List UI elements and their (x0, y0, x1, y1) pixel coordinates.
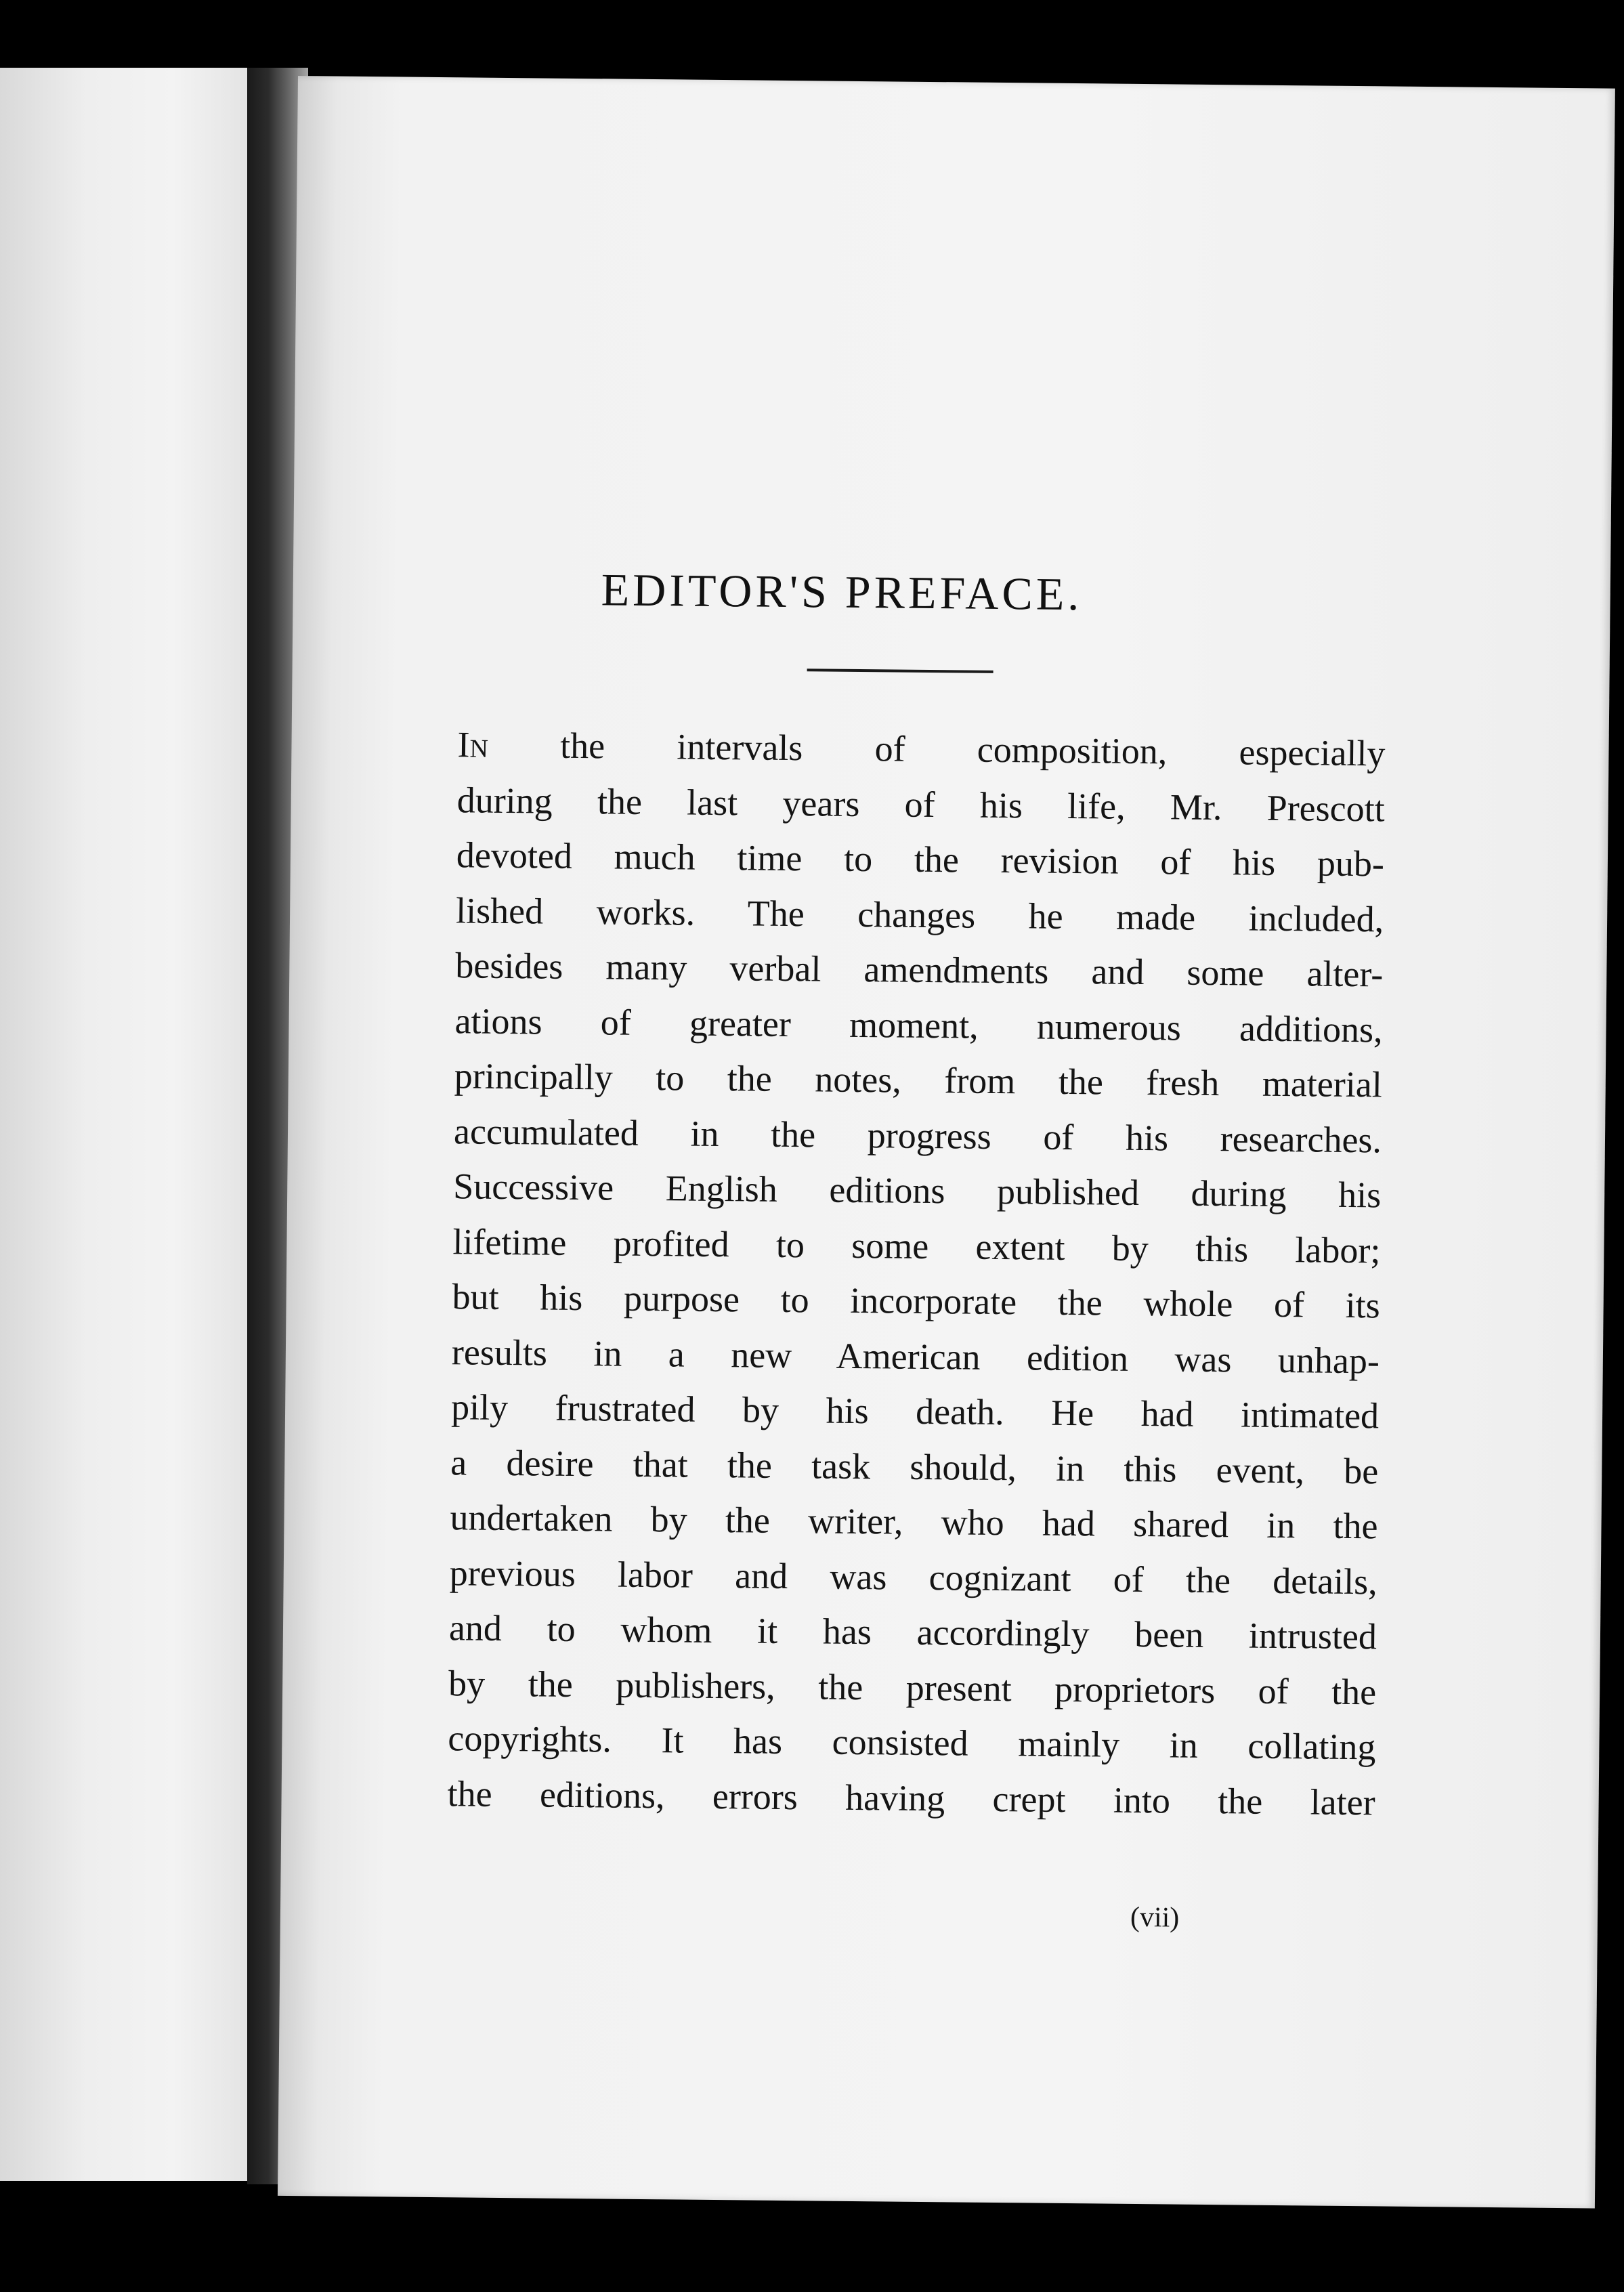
text-line: and to whom it has accordingly been intrusted (448, 1607, 1377, 1657)
text-line: but his purpose to incorporate the whole of its (452, 1276, 1380, 1326)
page-title: EDITOR'S PREFACE. (601, 564, 1083, 620)
text-line: by the publishers, the present proprietors of the (448, 1662, 1377, 1712)
facing-page-left (0, 68, 247, 2181)
book-page (278, 76, 1615, 2209)
text-line: Successive English editions published during his (452, 1166, 1382, 1216)
heading-rule (807, 668, 993, 673)
text-line: a desire that the task should, in this event, be (450, 1441, 1379, 1491)
text-line: besides many verbal amendments and some alter- (455, 945, 1384, 995)
text-line: principally to the notes, from the fresh material (454, 1055, 1383, 1105)
text-line: previous labor and was cognizant of the details, (449, 1552, 1378, 1602)
text-line-rest: the intervals of composition, especially (488, 724, 1386, 774)
text-line: ations of greater moment, numerous additions, (454, 1000, 1383, 1050)
text-line: lifetime profited to some extent by this labor; (452, 1221, 1381, 1271)
text-line: accumulated in the progress of his researches. (453, 1110, 1382, 1160)
page-number: (vii) (1130, 1901, 1180, 1934)
text-line: devoted much time to the revision of his pub- (456, 834, 1385, 885)
text-line: the editions, errors having crept into the later (447, 1773, 1375, 1823)
preface-body (447, 717, 1386, 1830)
drop-lead-word: In (457, 724, 489, 765)
text-line: undertaken by the writer, who had shared in the (450, 1497, 1378, 1547)
text-line (457, 717, 1386, 782)
text-line: results in a new American edition was unhap- (451, 1331, 1380, 1381)
text-line: lished works. The changes he made included, (455, 889, 1384, 939)
text-line: during the last years of his life, Mr. Prescott (456, 779, 1385, 829)
text-line: pily frustrated by his death. He had intimated (450, 1386, 1380, 1437)
text-line: copyrights. It has consisted mainly in collating (448, 1718, 1376, 1768)
